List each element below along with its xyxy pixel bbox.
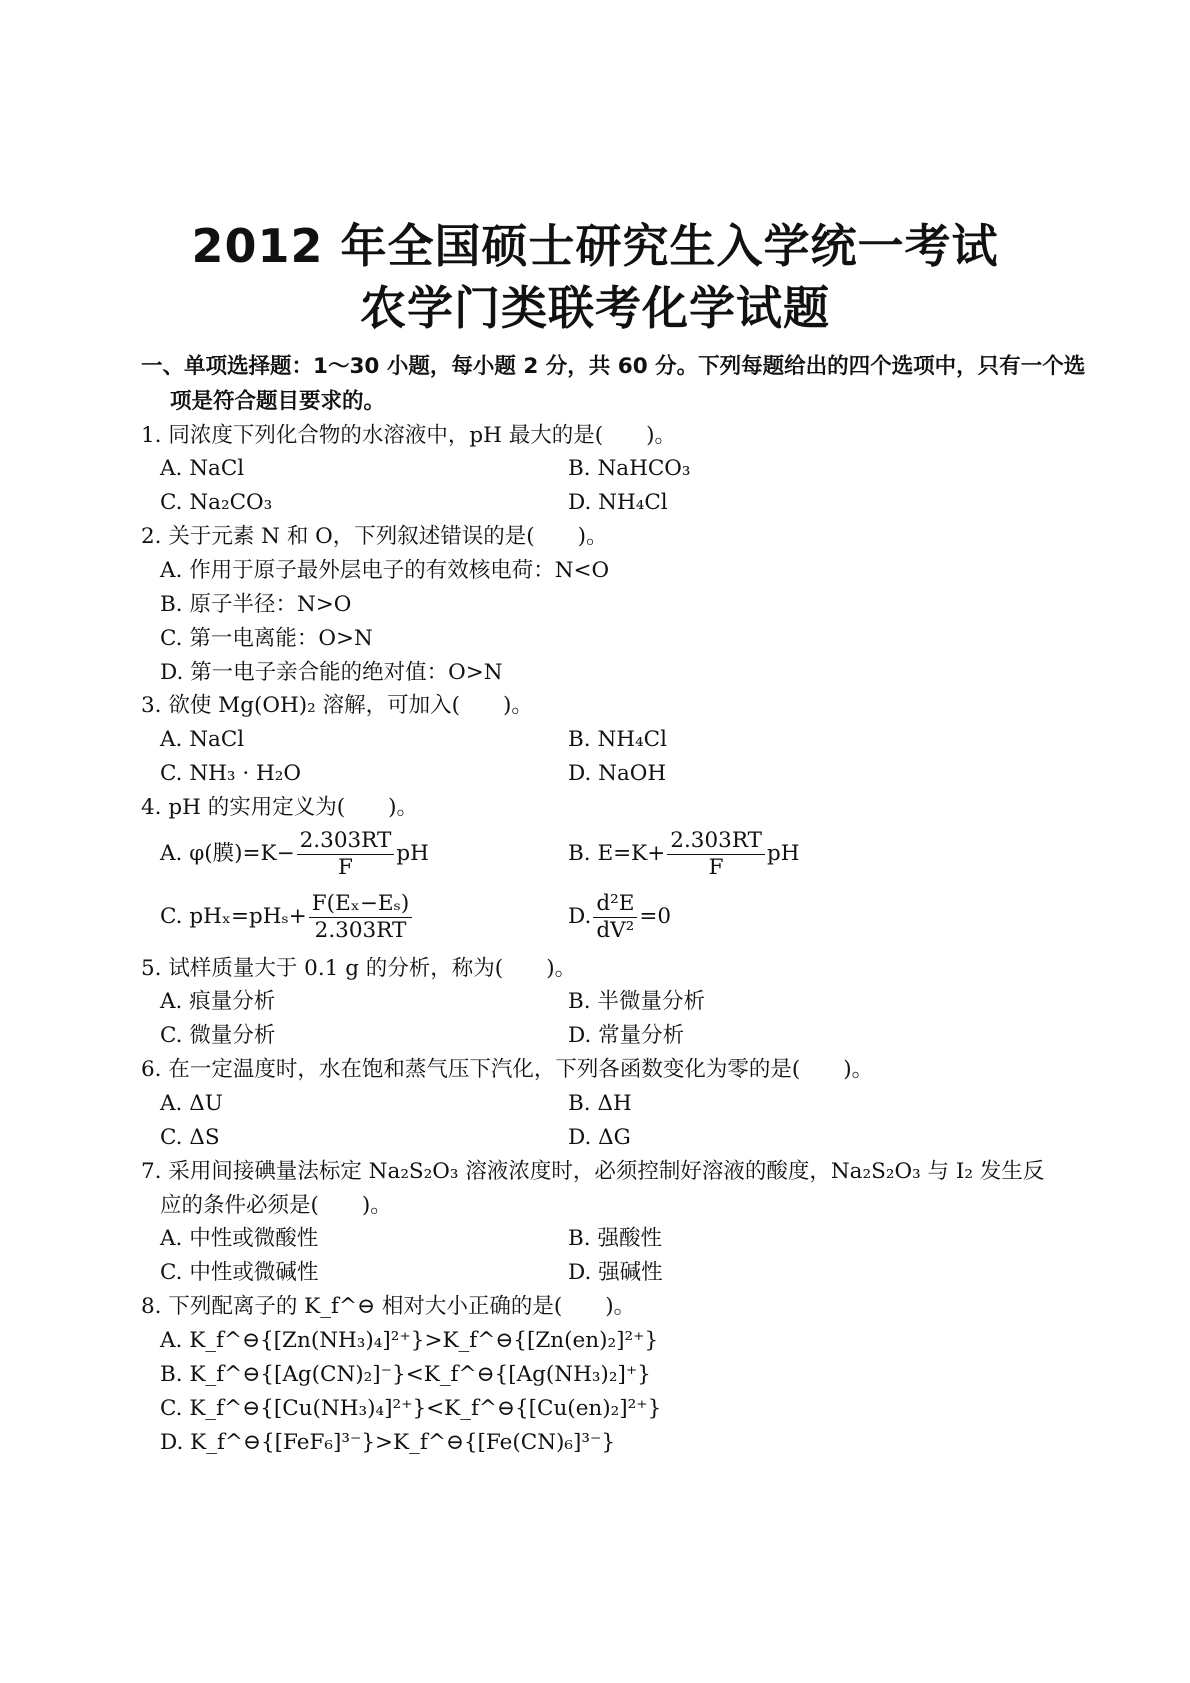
section-header: 一、单项选择题：1～30 小题，每小题 2 分，共 60 分。下列每题给出的四个选项中，只有一个选 — [141, 354, 1086, 379]
question-7-option-a: A. 中性或微酸性 — [160, 1226, 319, 1251]
question-7-option-d: D. 强碱性 — [568, 1260, 663, 1285]
question-2-option-d: D. 第一电子亲合能的绝对值：O>N — [160, 660, 503, 685]
option-c-fraction — [309, 893, 412, 941]
question-2-option-b: B. 原子半径：N>O — [160, 592, 352, 617]
question-7-stem: 7. 采用间接碘量法标定 Na₂S₂O₃ 溶液浓度时，必须控制好溶液的酸度，Na₂S₂O₃ 与 I₂ 发生反 — [141, 1159, 1045, 1184]
question-1-option-b: B. NaHCO₃ — [568, 456, 691, 481]
question-8-option-a: A. K_f^⊖{[Zn(NH₃)₄]²⁺}>K_f^⊖{[Zn(en)₂]²⁺} — [160, 1328, 659, 1353]
exam-title-line2: 农学门类联考化学试题 — [360, 281, 830, 335]
question-4-option-d — [568, 893, 671, 941]
question-8-stem: 8. 下列配离子的 K_f^⊖ 相对大小正确的是( )。 — [141, 1294, 636, 1319]
question-6-option-b: B. ΔH — [568, 1091, 632, 1116]
question-1-option-a: A. NaCl — [160, 456, 245, 481]
question-5-option-b: B. 半微量分析 — [568, 989, 705, 1014]
option-c-prefix: C. pHₓ=pHₛ+ — [160, 904, 307, 929]
question-1-option-c: C. Na₂CO₃ — [160, 490, 273, 515]
fraction-numerator: 2.303RT — [667, 830, 765, 855]
question-2-option-a: A. 作用于原子最外层电子的有效核电荷：N<O — [160, 558, 610, 583]
question-2-stem: 2. 关于元素 N 和 O，下列叙述错误的是( )。 — [141, 524, 608, 549]
question-6-stem: 6. 在一定温度时，水在饱和蒸气压下汽化，下列各函数变化为零的是( )。 — [141, 1057, 874, 1082]
exam-title-line1: 2012 年全国硕士研究生入学统一考试 — [191, 219, 999, 273]
fraction-denominator: dV² — [596, 917, 635, 943]
question-1-option-d: D. NH₄Cl — [568, 490, 668, 515]
question-8-option-d: D. K_f^⊖{[FeF₆]³⁻}>K_f^⊖{[Fe(CN)₆]³⁻} — [160, 1430, 616, 1455]
option-d-prefix: D. — [568, 904, 592, 929]
fraction-numerator: F(Eₓ−Eₛ) — [309, 893, 412, 918]
option-b-fraction — [667, 830, 765, 878]
question-7-stem-cont: 应的条件必须是( )。 — [160, 1193, 392, 1218]
question-4-stem: 4. pH 的实用定义为( )。 — [141, 795, 418, 820]
question-2-option-c: C. 第一电离能：O>N — [160, 626, 373, 651]
question-5-stem: 5. 试样质量大于 0.1 g 的分析，称为( )。 — [141, 956, 577, 981]
question-1-stem: 1. 同浓度下列化合物的水溶液中，pH 最大的是( )。 — [141, 423, 676, 448]
option-d-fraction — [593, 893, 637, 941]
option-a-fraction — [297, 830, 395, 878]
question-4-option-b — [568, 830, 799, 878]
fraction-denominator: F — [338, 854, 353, 880]
question-4-option-a — [160, 830, 429, 878]
question-3-option-c: C. NH₃ · H₂O — [160, 761, 302, 786]
question-3-option-b: B. NH₄Cl — [568, 727, 667, 752]
option-b-suffix: pH — [766, 841, 800, 866]
question-4-option-c — [160, 893, 414, 941]
option-d-suffix: =0 — [639, 904, 672, 929]
option-a-prefix: A. φ(膜)=K− — [160, 841, 295, 866]
question-3-stem: 3. 欲使 Mg(OH)₂ 溶解，可加入( )。 — [141, 693, 533, 718]
option-a-suffix: pH — [396, 841, 429, 866]
question-3-option-a: A. NaCl — [160, 727, 245, 752]
question-3-option-d: D. NaOH — [568, 761, 667, 786]
fraction-numerator: 2.303RT — [297, 830, 395, 855]
question-6-option-a: A. ΔU — [160, 1091, 223, 1116]
question-8-option-c: C. K_f^⊖{[Cu(NH₃)₄]²⁺}<K_f^⊖{[Cu(en)₂]²⁺} — [160, 1396, 662, 1421]
question-8-option-b: B. K_f^⊖{[Ag(CN)₂]⁻}<K_f^⊖{[Ag(NH₃)₂]⁺} — [160, 1362, 651, 1387]
question-7-option-c: C. 中性或微碱性 — [160, 1260, 319, 1285]
fraction-denominator: 2.303RT — [314, 917, 407, 943]
option-b-prefix: B. E=K+ — [568, 841, 666, 866]
question-5-option-a: A. 痕量分析 — [160, 989, 276, 1014]
question-6-option-d: D. ΔG — [568, 1125, 631, 1150]
question-5-option-c: C. 微量分析 — [160, 1023, 276, 1048]
section-header-cont: 项是符合题目要求的。 — [170, 389, 386, 414]
fraction-numerator: d²E — [593, 893, 637, 918]
question-7-option-b: B. 强酸性 — [568, 1226, 662, 1251]
fraction-denominator: F — [708, 854, 724, 880]
question-5-option-d: D. 常量分析 — [568, 1023, 685, 1048]
question-6-option-c: C. ΔS — [160, 1125, 220, 1150]
